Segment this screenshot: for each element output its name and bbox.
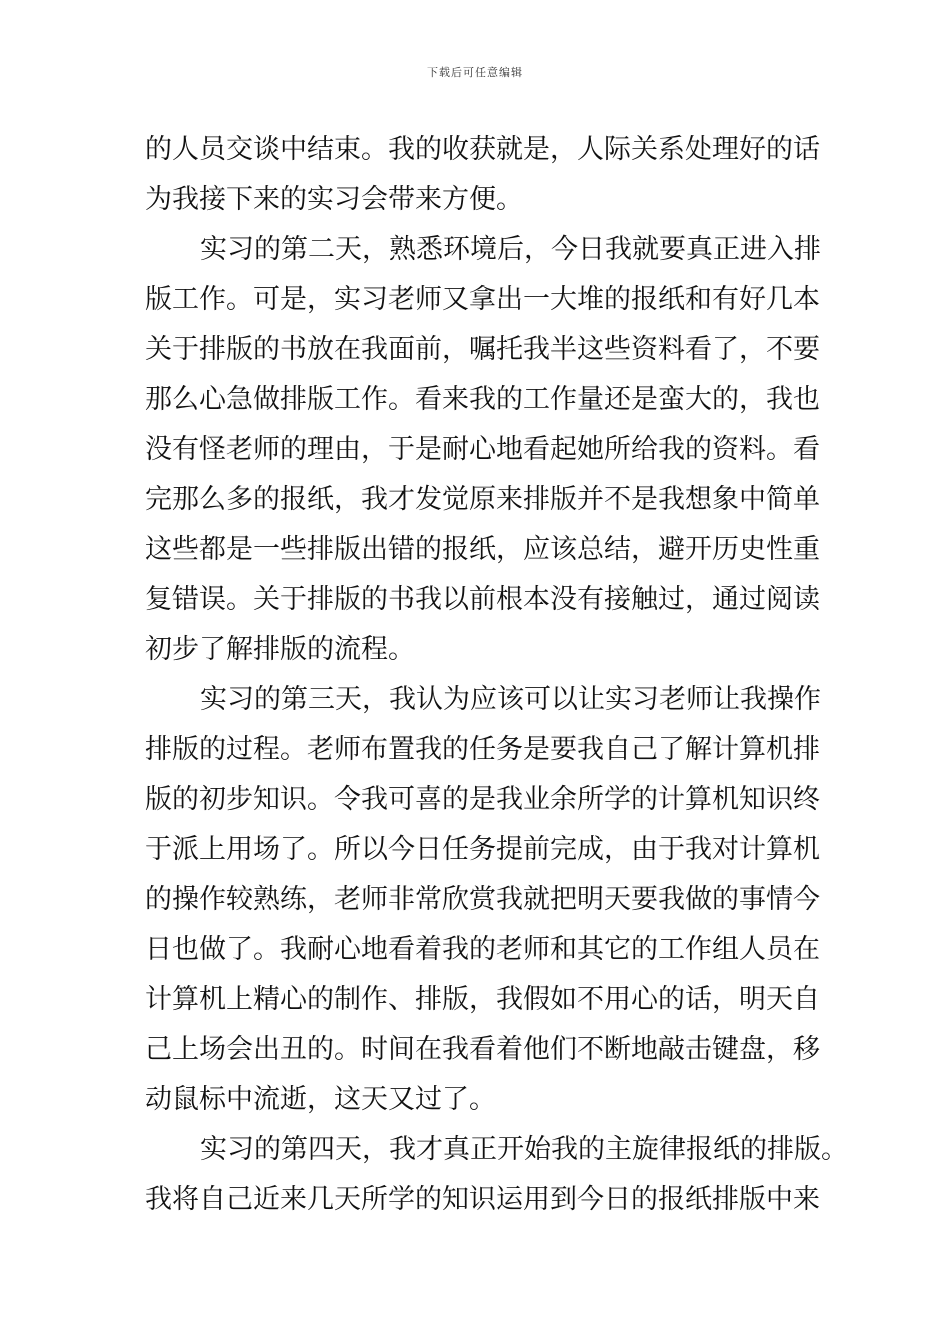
text-line: 我将自己近来几天所学的知识运用到今日的报纸排版中来 <box>145 1184 820 1215</box>
text-line: 没有怪老师的理由，于是耐心地看起她所给我的资料。看 <box>145 434 820 465</box>
text-line: 完那么多的报纸，我才发觉原来排版并不是我想象中简单 <box>145 484 820 515</box>
text-line: 计算机上精心的制作、排版，我假如不用心的话，明天自 <box>145 984 820 1015</box>
text-line: 这些都是一些排版出错的报纸，应该总结，避开历史性重 <box>145 534 820 565</box>
text-line: 复错误。关于排版的书我以前根本没有接触过，通过阅读 <box>145 584 820 615</box>
paragraph-first-line: 实习的第二天，熟悉环境后，今日我就要真正进入排 <box>200 234 821 265</box>
text-line: 为我接下来的实习会带来方便。 <box>145 184 523 215</box>
text-line: 版的初步知识。令我可喜的是我业余所学的计算机知识终 <box>145 784 820 815</box>
text-line: 的人员交谈中结束。我的收获就是，人际关系处理好的话 <box>145 134 820 165</box>
paragraph-first-line: 实习的第四天，我才真正开始我的主旋律报纸的排版。 <box>200 1134 848 1165</box>
text-line: 己上场会出丑的。时间在我看着他们不断地敲击键盘，移 <box>145 1034 820 1065</box>
text-line: 的操作较熟练，老师非常欣赏我就把明天要我做的事情今 <box>145 884 820 915</box>
text-line: 那么心急做排版工作。看来我的工作量还是蛮大的，我也 <box>145 384 820 415</box>
text-line: 日也做了。我耐心地看着我的老师和其它的工作组人员在 <box>145 934 820 965</box>
text-line: 版工作。可是，实习老师又拿出一大堆的报纸和有好几本 <box>145 284 820 315</box>
text-line: 初步了解排版的流程。 <box>145 634 415 665</box>
text-line: 于派上用场了。所以今日任务提前完成，由于我对计算机 <box>145 834 820 865</box>
text-line: 排版的过程。老师布置我的任务是要我自己了解计算机排 <box>145 734 820 765</box>
page-header: 下载后可任意编辑 <box>427 66 523 79</box>
text-line: 动鼠标中流逝，这天又过了。 <box>145 1084 496 1115</box>
paragraph-first-line: 实习的第三天，我认为应该可以让实习老师让我操作 <box>200 684 821 715</box>
text-line: 关于排版的书放在我面前，嘱托我半这些资料看了，不要 <box>145 334 820 365</box>
